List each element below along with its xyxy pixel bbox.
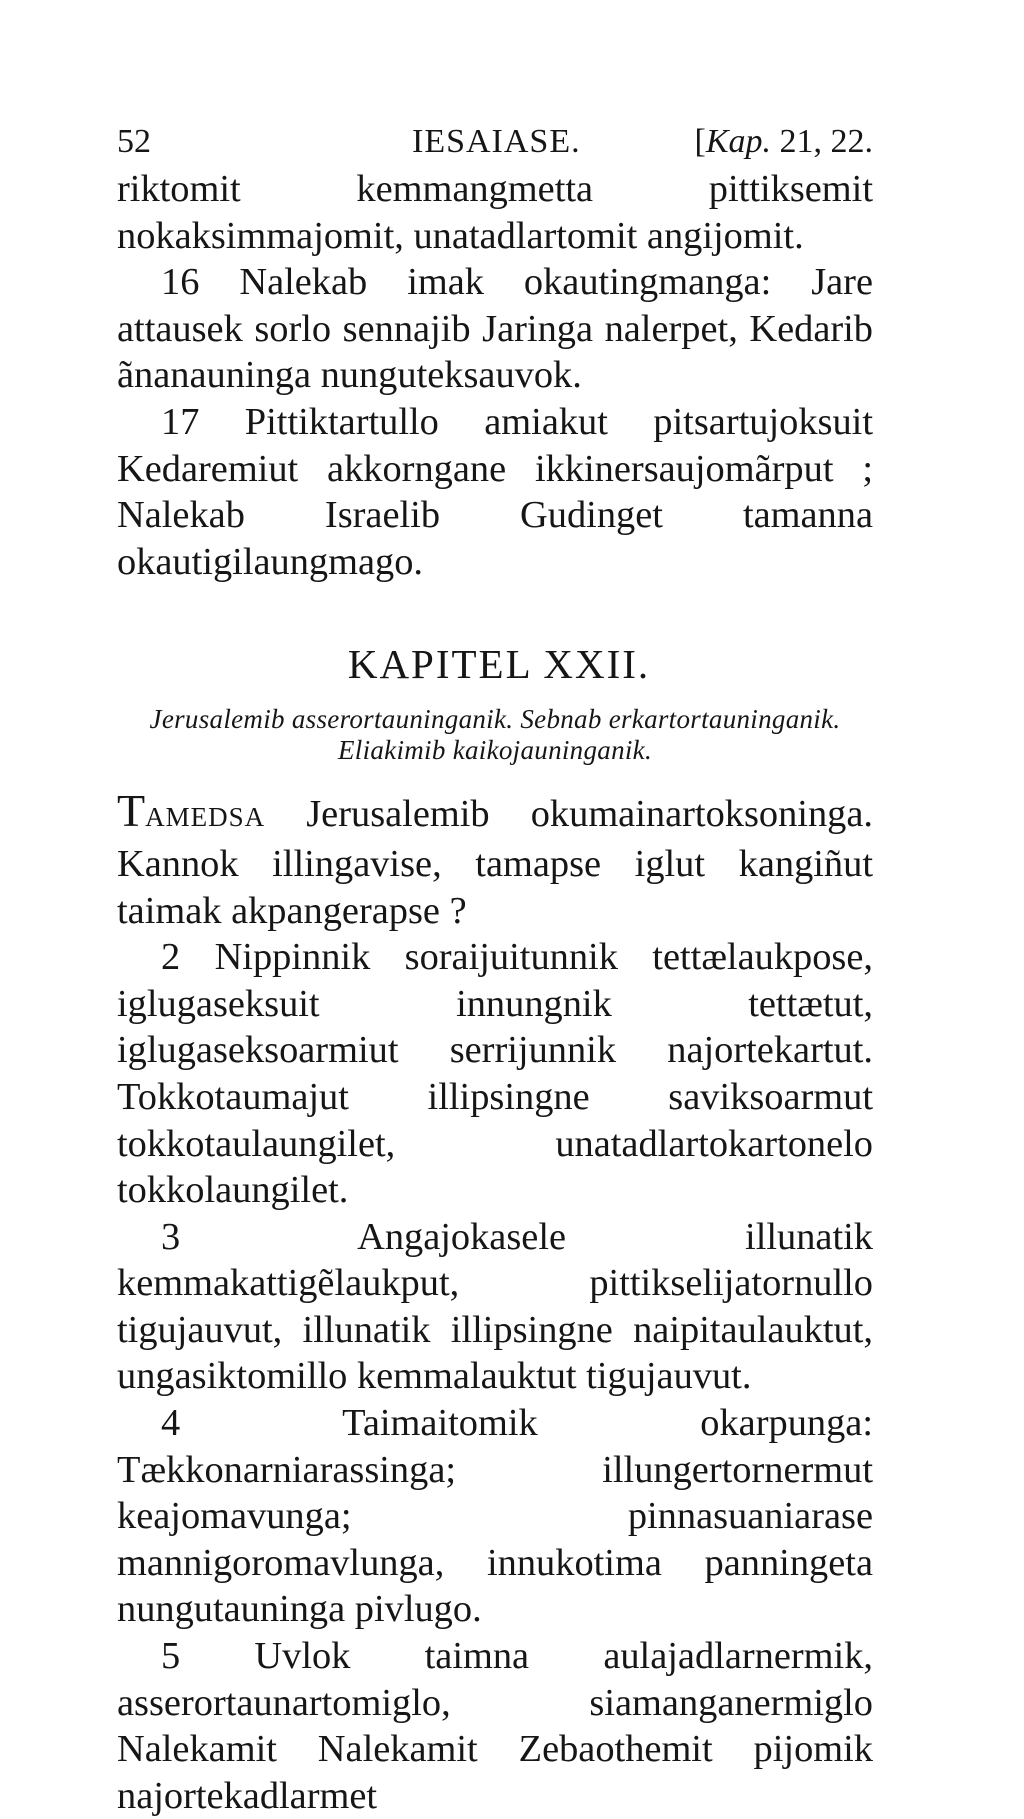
chapter-22-body (117, 785, 873, 1819)
chapter-21-tail (117, 166, 873, 585)
verse-4: 4 Taimaitomik okarpunga: Tækkonarniarassinga; illungertornermut keajomavunga; pinnasuaniarase mannigoromavlunga, innukotima panningeta nungutauninga pivlugo. (117, 1402, 873, 1631)
verse-3: 3 Angajokasele illunatik kemmakattigẽlaukput, pittikselijatornullo tigujauvut, illunatik illipsingne naipitaulauktut, ungasiktomillo kemmalauktut tigujauvut. (117, 1215, 873, 1398)
chapter-summary (117, 704, 873, 766)
opening-small-caps: AMEDSA (145, 802, 266, 833)
paragraph-continuation: riktomit kemmangmetta pittiksemit nokaksimmajomit, unatadlartomit angijomit. (117, 168, 873, 257)
running-title: IESAIASE. (412, 123, 581, 160)
verse-1-text: Jerusalemib okumainartoksoninga. Kannok illingavise, tamapse iglut kangiñut taimak akpangerapse ? (117, 793, 873, 932)
verse-16: 16 Nalekab imak okautingmanga: Jare attausek sorlo sennajib Jaringa nalerpet, Kedarib ãnanauninga nunguteksauvok. (117, 261, 873, 397)
chapter-reference (694, 118, 873, 166)
verse-1 (117, 785, 873, 934)
verse-17: 17 Pittiktartullo amiakut pitsartujoksuit Kedaremiut akkorngane ikkinersaujomãrput ; Nalekab Israelib Gudinget tamanna okautigilaungmago. (117, 400, 873, 583)
page-number: 52 (117, 123, 151, 160)
chapter-ref-numbers: 21, 22. (771, 123, 873, 160)
drop-cap: T (117, 785, 146, 837)
book-page (117, 118, 873, 1819)
summary-line-1: Jerusalemib asserortauninganik. Sebnab erkartortauninganik. (149, 704, 841, 735)
chapter-ref-bracket: [ (694, 123, 706, 160)
summary-line-2: Eliakimib kaikojauninganik. (337, 735, 653, 766)
running-header (117, 118, 873, 166)
verse-2: 2 Nippinnik soraijuitunnik tettælaukpose, iglugaseksuit innungnik tettætut, iglugaseksoarmiut serrijunnik najortekartut. Tokkotaumajut illipsingne saviksoarmut tokkotaulaungilet, unatadlartokartonelo tokkolaungilet. (117, 936, 873, 1212)
chapter-ref-abbr: Kap. (705, 123, 771, 160)
chapter-heading: KAPITEL XXII. (347, 641, 651, 688)
verse-5: 5 Uvlok taimna aulajadlarnermik, asserortaunartomiglo, siamanganermiglo Nalekamit Nalekamit Zebaothemit pijomik najortekadlarmet (117, 1635, 873, 1817)
